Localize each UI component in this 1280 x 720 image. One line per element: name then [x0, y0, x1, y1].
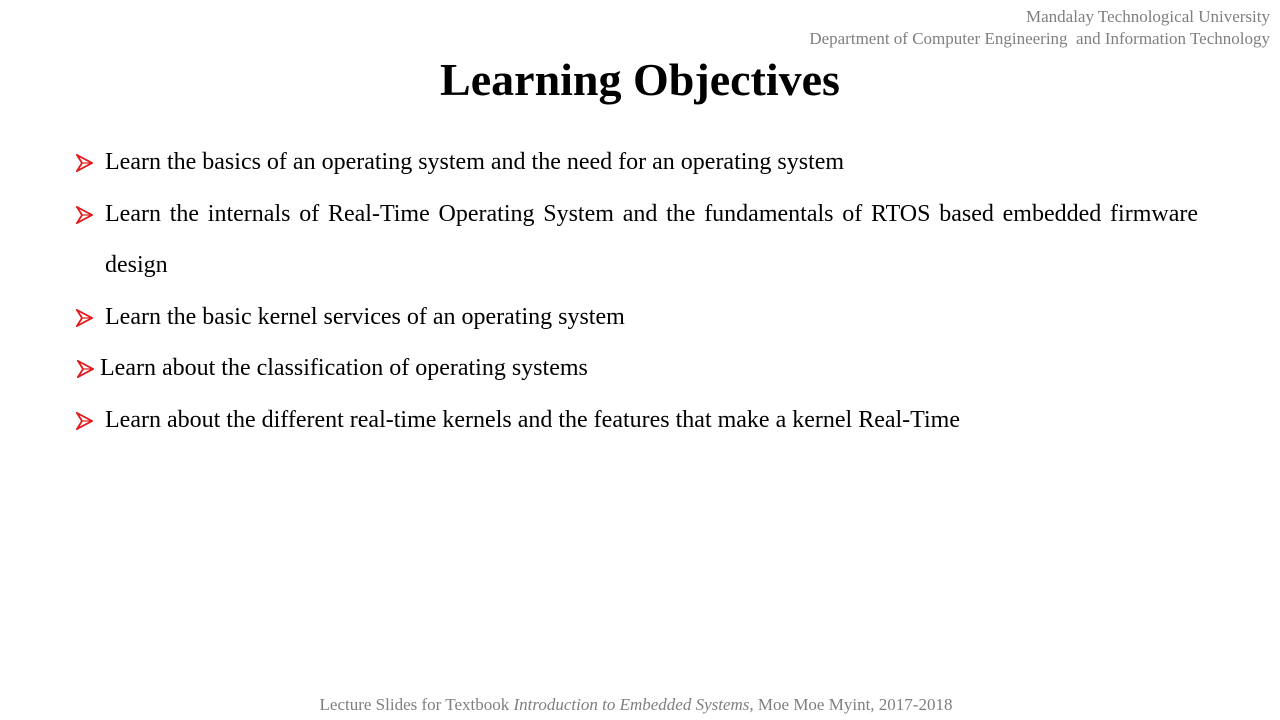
- slide-footer: [0, 694, 1272, 716]
- university-name: Mandalay Technological University: [1026, 7, 1270, 26]
- footer-book-title: Introduction to Embedded Systems: [513, 695, 750, 714]
- objective-text: Learn the basic kernel services of an operating system: [105, 303, 625, 330]
- arrow-bullet-icon: [76, 309, 93, 327]
- objective-item: [76, 137, 1198, 189]
- arrow-bullet-icon: [76, 154, 93, 172]
- objectives-list: [76, 137, 1198, 446]
- objective-text: Learn about the different real-time kernels and the features that make a kernel Real-Time: [105, 406, 960, 433]
- objective-text: Learn the internals of Real-Time Operating System and the fundamentals of RTOS based embedded firmware design: [105, 200, 1198, 278]
- objective-item: [76, 395, 1198, 447]
- arrow-bullet-icon: [76, 412, 93, 430]
- objective-item: [76, 292, 1198, 344]
- slide-header: [809, 6, 1270, 50]
- footer-prefix: Lecture Slides for Textbook: [319, 695, 514, 714]
- objective-item: [76, 189, 1198, 292]
- footer-suffix: , Moe Moe Myint, 2017-2018: [749, 695, 953, 714]
- slide-title: Learning Objectives: [440, 54, 840, 105]
- arrow-bullet-icon: [77, 360, 94, 378]
- arrow-bullet-icon: [76, 206, 93, 224]
- objective-text: Learn about the classification of operating systems: [100, 355, 588, 381]
- objective-item: [76, 343, 1198, 395]
- department-name: Department of Computer Engineering and Information Technology: [809, 29, 1270, 48]
- objective-text: Learn the basics of an operating system and the need for an operating system: [105, 149, 845, 175]
